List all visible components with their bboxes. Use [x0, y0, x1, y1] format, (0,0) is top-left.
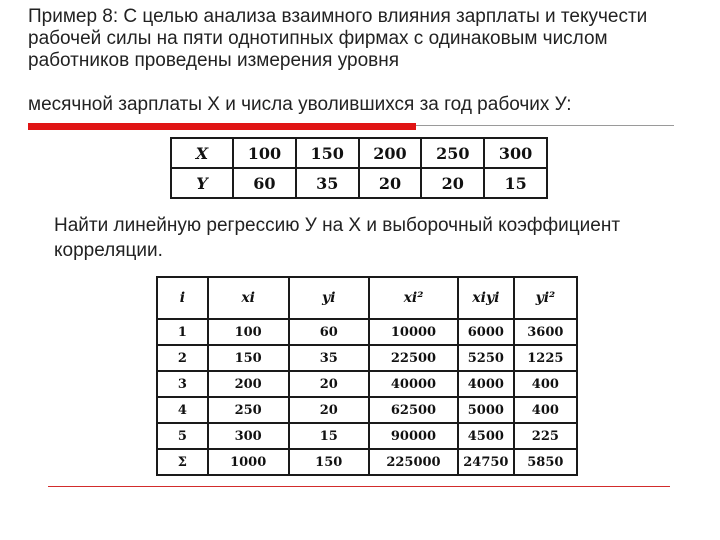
table-cell: 150	[289, 449, 369, 475]
column-header: yi²	[514, 277, 577, 319]
table-cell: 200	[359, 138, 422, 168]
table-cell: Σ	[157, 449, 208, 475]
table-cell: 60	[289, 319, 369, 345]
table-cell: 10000	[369, 319, 458, 345]
table-cell: 1000	[208, 449, 289, 475]
computation-table	[156, 276, 578, 476]
table-cell: 225	[514, 423, 577, 449]
table-row	[171, 138, 547, 168]
table-cell: 1225	[514, 345, 577, 371]
table-cell: 20	[359, 168, 422, 198]
table-cell: 35	[289, 345, 369, 371]
column-header: xiyi	[458, 277, 514, 319]
table-cell: 4500	[458, 423, 514, 449]
table-cell: 35	[296, 168, 359, 198]
table-cell: 400	[514, 371, 577, 397]
task-text: Найти линейную регрессию У на X и выборочный коэффициент корреляции.	[54, 215, 621, 261]
table-cell: 150	[296, 138, 359, 168]
table-cell: 5000	[458, 397, 514, 423]
table-cell: 300	[484, 138, 547, 168]
table-cell: 2	[157, 345, 208, 371]
table-cell: 20	[421, 168, 484, 198]
row-label: X	[171, 138, 233, 168]
column-header: yi	[289, 277, 369, 319]
table-row	[171, 168, 547, 198]
table-cell: 15	[289, 423, 369, 449]
table-cell: 400	[514, 397, 577, 423]
table-cell: 150	[208, 345, 289, 371]
table-cell: 60	[233, 168, 296, 198]
table-cell: 300	[208, 423, 289, 449]
table-cell: 90000	[369, 423, 458, 449]
example-statement: Пример 8: С целью анализа взаимного влияния зарплаты и текучести рабочей силы на пяти однотипных фирмах с одинаковым числом работников проведены измерения уровня	[28, 6, 648, 71]
table-cell: 1	[157, 319, 208, 345]
table-cell: 24750	[458, 449, 514, 475]
red-divider	[28, 123, 416, 130]
column-header: i	[157, 277, 208, 319]
table-cell: 6000	[458, 319, 514, 345]
bottom-divider	[48, 486, 670, 487]
example-statement-last-line: месячной зарплаты X и числа уволившихся за год рабочих У:	[28, 94, 572, 115]
gray-divider	[416, 125, 674, 126]
row-label: Y	[171, 168, 233, 198]
totals-row	[157, 449, 577, 475]
data-table	[170, 137, 548, 199]
table-cell: 4000	[458, 371, 514, 397]
table-cell: 5	[157, 423, 208, 449]
table-cell: 200	[208, 371, 289, 397]
table-row	[157, 397, 577, 423]
header-row	[157, 277, 577, 319]
table-cell: 100	[208, 319, 289, 345]
table-row	[157, 423, 577, 449]
table-cell: 250	[208, 397, 289, 423]
table-cell: 20	[289, 371, 369, 397]
table-cell: 100	[233, 138, 296, 168]
table-cell: 40000	[369, 371, 458, 397]
table-cell: 20	[289, 397, 369, 423]
table-cell: 15	[484, 168, 547, 198]
table-cell: 3600	[514, 319, 577, 345]
table-row	[157, 345, 577, 371]
column-header: xi²	[369, 277, 458, 319]
table-cell: 4	[157, 397, 208, 423]
table-cell: 5850	[514, 449, 577, 475]
table-row	[157, 371, 577, 397]
table-cell: 225000	[369, 449, 458, 475]
table-cell: 3	[157, 371, 208, 397]
table-cell: 250	[421, 138, 484, 168]
table-cell: 5250	[458, 345, 514, 371]
column-header: xi	[208, 277, 289, 319]
table-cell: 62500	[369, 397, 458, 423]
table-row	[157, 319, 577, 345]
table-cell: 22500	[369, 345, 458, 371]
